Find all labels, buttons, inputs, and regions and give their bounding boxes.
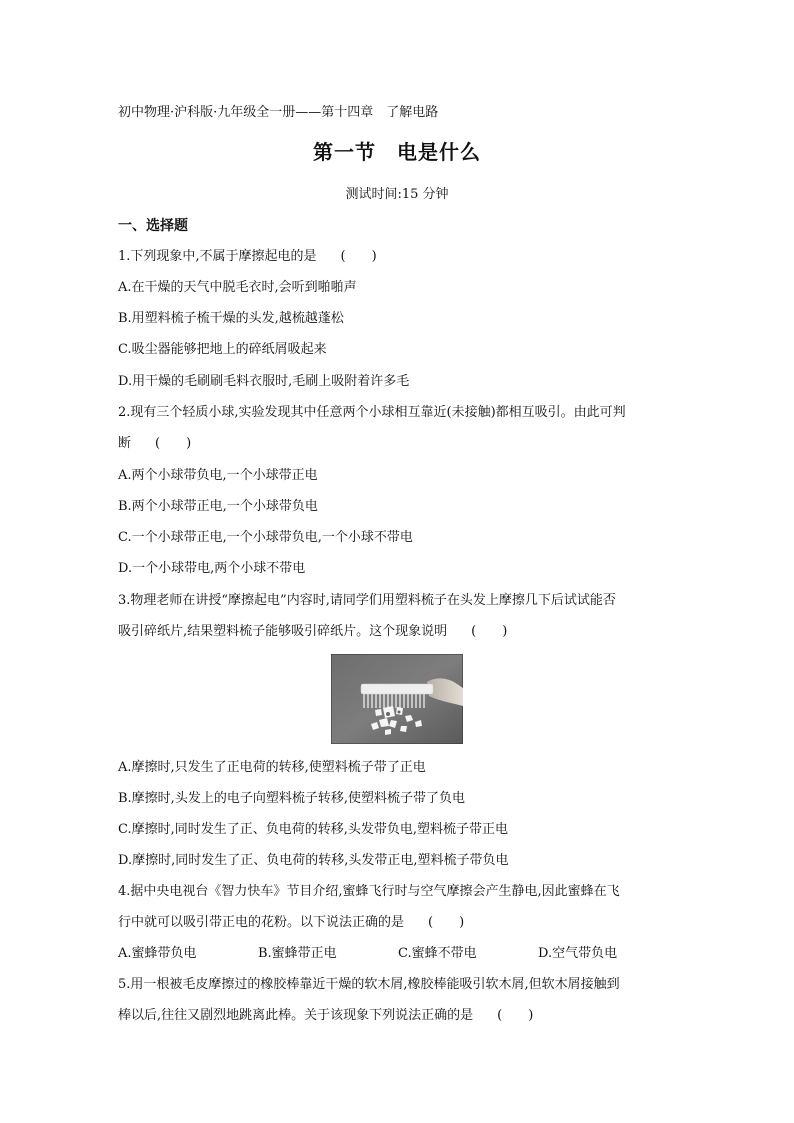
page-title: 第一节 电是什么 xyxy=(313,140,481,164)
question-5-stem-line2 xyxy=(118,1008,533,1024)
question-3-option-d: D.摩擦时,同时发生了正、负电荷的转移,头发带正电,塑料梳子带负电 xyxy=(118,853,509,868)
section-heading: 一、选择题 xyxy=(118,218,188,234)
question-2-stem-line1: 2.现有三个轻质小球,实验发现其中任意两个小球相互靠近(未接触)都相互吸引。由此可判 xyxy=(118,405,626,420)
question-4-option-a: A.蜜蜂带负电 xyxy=(118,946,197,961)
question-1-stem xyxy=(118,249,377,265)
question-4-stem-line2 xyxy=(118,915,464,931)
question-4-option-b: B.蜜蜂带正电 xyxy=(258,946,337,961)
question-1-text: 1.下列现象中,不属于摩擦起电的是 xyxy=(118,249,317,264)
question-3-option-b: B.摩擦时,头发上的电子向塑料梳子转移,使塑料梳子带了负电 xyxy=(118,791,465,806)
question-5-text: 棒以后,往往又剧烈地跳离此棒。关于该现象下列说法正确的是 xyxy=(118,1008,474,1023)
question-3-option-a: A.摩擦时,只发生了正电荷的转移,使塑料梳子带了正电 xyxy=(118,760,426,775)
question-4-text: 行中就可以吸引带正电的花粉。以下说法正确的是 xyxy=(118,915,405,930)
question-2-option-d: D.一个小球带电,两个小球不带电 xyxy=(118,561,306,576)
question-3-stem-line2 xyxy=(118,624,507,640)
comb-spine xyxy=(361,684,433,694)
question-2-option-b: B.两个小球带正电,一个小球带负电 xyxy=(118,499,318,514)
question-1-option-b: B.用塑料梳子梳干燥的头发,越梳越蓬松 xyxy=(118,311,344,326)
answer-blank: ( ) xyxy=(155,436,192,451)
question-2-option-c: C.一个小球带正电,一个小球带负电,一个小球不带电 xyxy=(118,530,413,545)
question-2-option-a: A.两个小球带负电,一个小球带正电 xyxy=(118,468,318,483)
answer-blank: ( ) xyxy=(428,915,465,930)
comb-paper-photo xyxy=(331,654,463,744)
question-4-option-c: C.蜜蜂不带电 xyxy=(398,946,477,961)
question-5-stem-line1: 5.用一根被毛皮摩擦过的橡胶棒靠近干燥的软木屑,橡胶棒能吸引软木屑,但软木屑接触到 xyxy=(118,977,620,992)
answer-blank: ( ) xyxy=(340,249,377,264)
question-4-option-d: D.空气带负电 xyxy=(538,946,618,961)
question-1-option-a: A.在干燥的天气中脱毛衣时,会听到啪啪声 xyxy=(118,280,357,295)
question-2-stem-line2 xyxy=(118,436,191,452)
question-1-option-c: C.吸尘器能够把地上的碎纸屑吸起来 xyxy=(118,342,327,357)
question-3-text: 吸引碎纸片,结果塑料梳子能够吸引碎纸片。这个现象说明 xyxy=(118,624,448,639)
breadcrumb: 初中物理·沪科版·九年级全一册——第十四章 了解电路 xyxy=(118,105,439,120)
question-2-text: 断 xyxy=(118,436,132,451)
question-4-stem-line1: 4.据中央电视台《智力快车》节目介绍,蜜蜂飞行时与空气摩擦会产生静电,因此蜜蜂在飞 xyxy=(118,884,620,899)
test-time: 测试时间:15 分钟 xyxy=(345,187,449,202)
question-3-option-c: C.摩擦时,同时发生了正、负电荷的转移,头发带负电,塑料梳子带正电 xyxy=(118,822,509,837)
question-1-option-d: D.用干燥的毛刷刷毛料衣服时,毛刷上吸附着许多毛 xyxy=(118,374,410,389)
answer-blank: ( ) xyxy=(471,624,508,639)
question-3-stem-line1: 3.物理老师在讲授“摩擦起电”内容时,请同学们用塑料梳子在头发上摩擦几下后试试能否 xyxy=(118,593,616,608)
answer-blank: ( ) xyxy=(497,1008,534,1023)
